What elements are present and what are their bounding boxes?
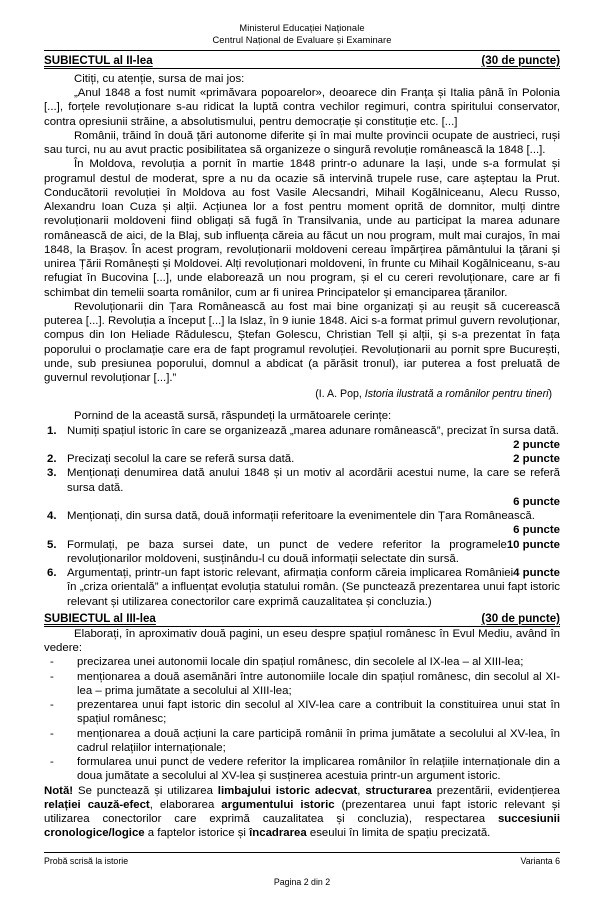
subject-2-points: (30 de puncte) bbox=[481, 53, 560, 67]
note-bold: încadrarea bbox=[249, 827, 307, 840]
note-bold: succesiunii cronologice/logice bbox=[44, 813, 560, 840]
dash-icon: - bbox=[50, 656, 54, 669]
dash-icon: - bbox=[50, 756, 54, 769]
institution-header bbox=[44, 0, 560, 47]
source-paragraph: Revoluționarii din Țara Românească au fost mai bine organizați și au reușit să cucerească puterea [...]. Revoluția a început [...] la Islaz, în 9 iunie 1848. Aici s-a format primul guvern revoluționar, compus din Ion Heliade Rădulescu, Ștefan Golescu, Christian Tell și alții, și s-a prezentat în fața poporului o proclamație care era de fapt programul revoluției. Revoluționarii au pornit spre București, unde, sub presiunea poporului, domnul a abdicat (a părăsit tronul), iar puterea a fost preluată de guvernul revoluționar [...].” bbox=[44, 300, 561, 385]
header-divider bbox=[44, 50, 560, 51]
ministry-line: Ministerul Educației Naționale bbox=[239, 23, 365, 33]
footer-exam-label: Probă scrisă la istorie bbox=[44, 856, 129, 866]
question-number: 1. bbox=[47, 424, 57, 437]
question-text: Argumentați, printr-un fapt istoric relevant, afirmația conform căreia implicarea României în „criza orientală” a influențat evoluția statului român. (Se punctează prezentarea unui fapt istoric relevant și utilizarea conectorilor care exprimă cauzalitatea și concluzia.) bbox=[67, 567, 560, 608]
note-seg: a faptelor istorice și bbox=[144, 827, 250, 840]
note-bold: limbajului istoric adecvat bbox=[217, 784, 358, 797]
subject-3-title: SUBIECTUL al III-lea bbox=[44, 611, 156, 625]
question-points: 2 puncte bbox=[513, 438, 560, 451]
question-points: 6 puncte bbox=[513, 524, 560, 537]
dash-icon: - bbox=[50, 699, 54, 712]
list-item bbox=[44, 655, 560, 669]
document-body bbox=[44, 0, 560, 841]
question-number: 4. bbox=[47, 510, 57, 523]
scoring-note bbox=[44, 784, 560, 841]
subject-3-points: (30 de puncte) bbox=[481, 611, 560, 625]
footer-row bbox=[44, 856, 560, 867]
question-text: Menționați, din sursa dată, două informații referitoare la evenimentele din Țara Românească. bbox=[67, 510, 535, 523]
question-text: Precizați secolul la care se referă sursa dată. bbox=[67, 453, 295, 466]
source-paragraph: Românii, trăind în două țări autonome diferite și în mai multe provincii ocupate de austrieci, ruși sau turci, nu au avut practic posibilitatea să organizeze o singură revoluție românească la 1848 [...]. bbox=[44, 129, 560, 157]
page-footer bbox=[44, 852, 560, 887]
note-seg: eseului în limita de spațiu precizată. bbox=[306, 827, 491, 840]
attribution-suffix: ) bbox=[548, 388, 552, 401]
requirement-text: prezentarea unui fapt istoric din secolul al XIV-lea care a contribuit la constituirea unui stat în spațiul românesc; bbox=[77, 699, 560, 726]
list-item bbox=[44, 755, 560, 784]
subject-2-heading bbox=[44, 54, 560, 69]
note-seg: (prezentarea unui fapt istoric relevant și utilizarea conectorilor care exprimă cauzalitatea și concluzia), respectarea bbox=[44, 798, 560, 826]
subject-2-instruction: Citiți, cu atenție, sursa de mai jos: bbox=[74, 72, 245, 85]
note-seg: Se punctează și utilizarea bbox=[73, 784, 218, 797]
footer-divider bbox=[44, 852, 560, 853]
question-text: Formulați, pe baza sursei date, un punct de vedere referitor la programele revoluționarilor moldoveni, susținându-l cu două informații selectate din sursă. bbox=[67, 538, 507, 565]
list-item bbox=[44, 670, 560, 699]
note-bold: structurarea bbox=[365, 784, 432, 797]
source-attribution bbox=[44, 387, 560, 401]
note-bold: argumentului istoric bbox=[221, 798, 335, 811]
question-item bbox=[44, 452, 560, 466]
source-paragraph: În Moldova, revoluția a pornit în martie 1848 printr-o adunare la Iași, unde s-a formulat și programul destul de moderat, spre a nu da ocazie să intervină trupele ruse, care așteptau la Prut. Conducătorii revoluției în Moldova au fost Vasile Alecsandri, Mihail Kogălniceanu, Alecu Russo, Alexandru Ioan Cuza și alții. Acțiunea lor a fost pentru moment oprită de domnitor, mulți dintre revoluționarii moldoveni fiind obligați să fugă în Transilvania, unde au participat la marea adunare românească de aici, de la Blaj, sub influența căreia au făcut un nou program, mult mai curajos, în mai 1848, la Brașov. În acest program, revoluționarii moldoveni cereau împărțirea pământului la țărani și unirea Țării Românești și Moldovei. Alți revoluționari moldoveni, în frunte cu Mihail Kogălniceanu, s-au refugiat în Bucovina [...], unde elaborează un nou program, și el cu cereri revoluționare, care ar fi schimbat din temelii soarta românilor, cum ar fi unirea Principatelor și emanciparea țăranilor. bbox=[44, 158, 560, 299]
question-points: 4 puncte bbox=[513, 567, 560, 580]
question-item bbox=[44, 538, 560, 567]
question-points: 10 puncte bbox=[506, 538, 560, 551]
requirement-text: menționarea a două asemănări între autonomiile locale din spațiul românesc, din secolul al XI-lea – prima jumătate a secolului al XIII-lea; bbox=[77, 670, 560, 697]
question-text: Menționați denumirea dată anului 1848 și un motiv al acordării acestui nume, la care se referă sursa dată. bbox=[67, 467, 560, 494]
question-text: Numiți spațiul istoric în care se organizează „marea adunare românească”, precizat în sursa dată. bbox=[67, 424, 559, 437]
question-item bbox=[44, 424, 560, 453]
attribution-title: Istoria ilustrată a românilor pentru tineri bbox=[364, 388, 549, 401]
question-list bbox=[44, 424, 560, 609]
note-label: Notă! bbox=[44, 784, 74, 797]
question-item bbox=[44, 566, 560, 609]
question-number: 5. bbox=[47, 538, 57, 551]
requirement-text: formularea unui punct de vedere referitor la implicarea românilor în relațiile internaționale din a doua jumătate a secolului al XV-lea și susținerea acestuia printr-un argument istoric. bbox=[77, 756, 560, 783]
questions-prompt: Pornind de la această sursă, răspundeți la următoarele cerințe: bbox=[74, 410, 392, 423]
note-bold: relației cauză-efect bbox=[44, 798, 150, 811]
question-number: 3. bbox=[47, 467, 57, 480]
note-seg: , elaborarea bbox=[149, 798, 222, 811]
question-number: 6. bbox=[47, 567, 57, 580]
source-paragraph: „Anul 1848 a fost numit «primăvara popoarelor», deoarece din Franța și Italia până în Polonia [...], forțele revoluționare s-au ridicat la luptă contra vechilor regimuri, contra spiritului conservator, contra opresiunii străine, a absolutismului, pentru democrație și constituție etc. [...] bbox=[44, 87, 560, 128]
subject-3-intro: Elaborați, în aproximativ două pagini, un eseu despre spațiul românesc în Evul Mediu, având în vedere: bbox=[44, 627, 560, 655]
requirement-text: menționarea a două acțiuni la care participă românii în prima jumătate a secolului al XV-lea, în cadrul relațiilor internaționale; bbox=[77, 727, 560, 754]
dash-icon: - bbox=[50, 727, 54, 740]
note-seg: , bbox=[357, 784, 366, 797]
list-item bbox=[44, 727, 560, 756]
essay-requirements-list bbox=[44, 655, 560, 783]
question-points: 6 puncte bbox=[513, 495, 560, 508]
note-seg: prezentării, evidențierea bbox=[431, 784, 560, 797]
requirement-text: precizarea unei autonomii locale din spațiul românesc, din secolele al IX-lea – al XIII-lea; bbox=[77, 656, 524, 669]
list-item bbox=[44, 698, 560, 727]
attribution-prefix: (I. A. Pop, bbox=[315, 388, 365, 401]
question-item bbox=[44, 509, 560, 538]
subject-3-heading bbox=[44, 612, 560, 627]
footer-variant-label: Varianta 6 bbox=[520, 856, 560, 866]
page-number: Pagina 2 din 2 bbox=[273, 877, 331, 887]
question-number: 2. bbox=[47, 453, 57, 466]
dash-icon: - bbox=[50, 670, 54, 683]
question-item bbox=[44, 466, 560, 509]
question-points: 2 puncte bbox=[513, 453, 560, 466]
subject-2-title: SUBIECTUL al II-lea bbox=[44, 53, 153, 67]
center-line: Centrul Național de Evaluare și Examinare bbox=[212, 35, 392, 46]
